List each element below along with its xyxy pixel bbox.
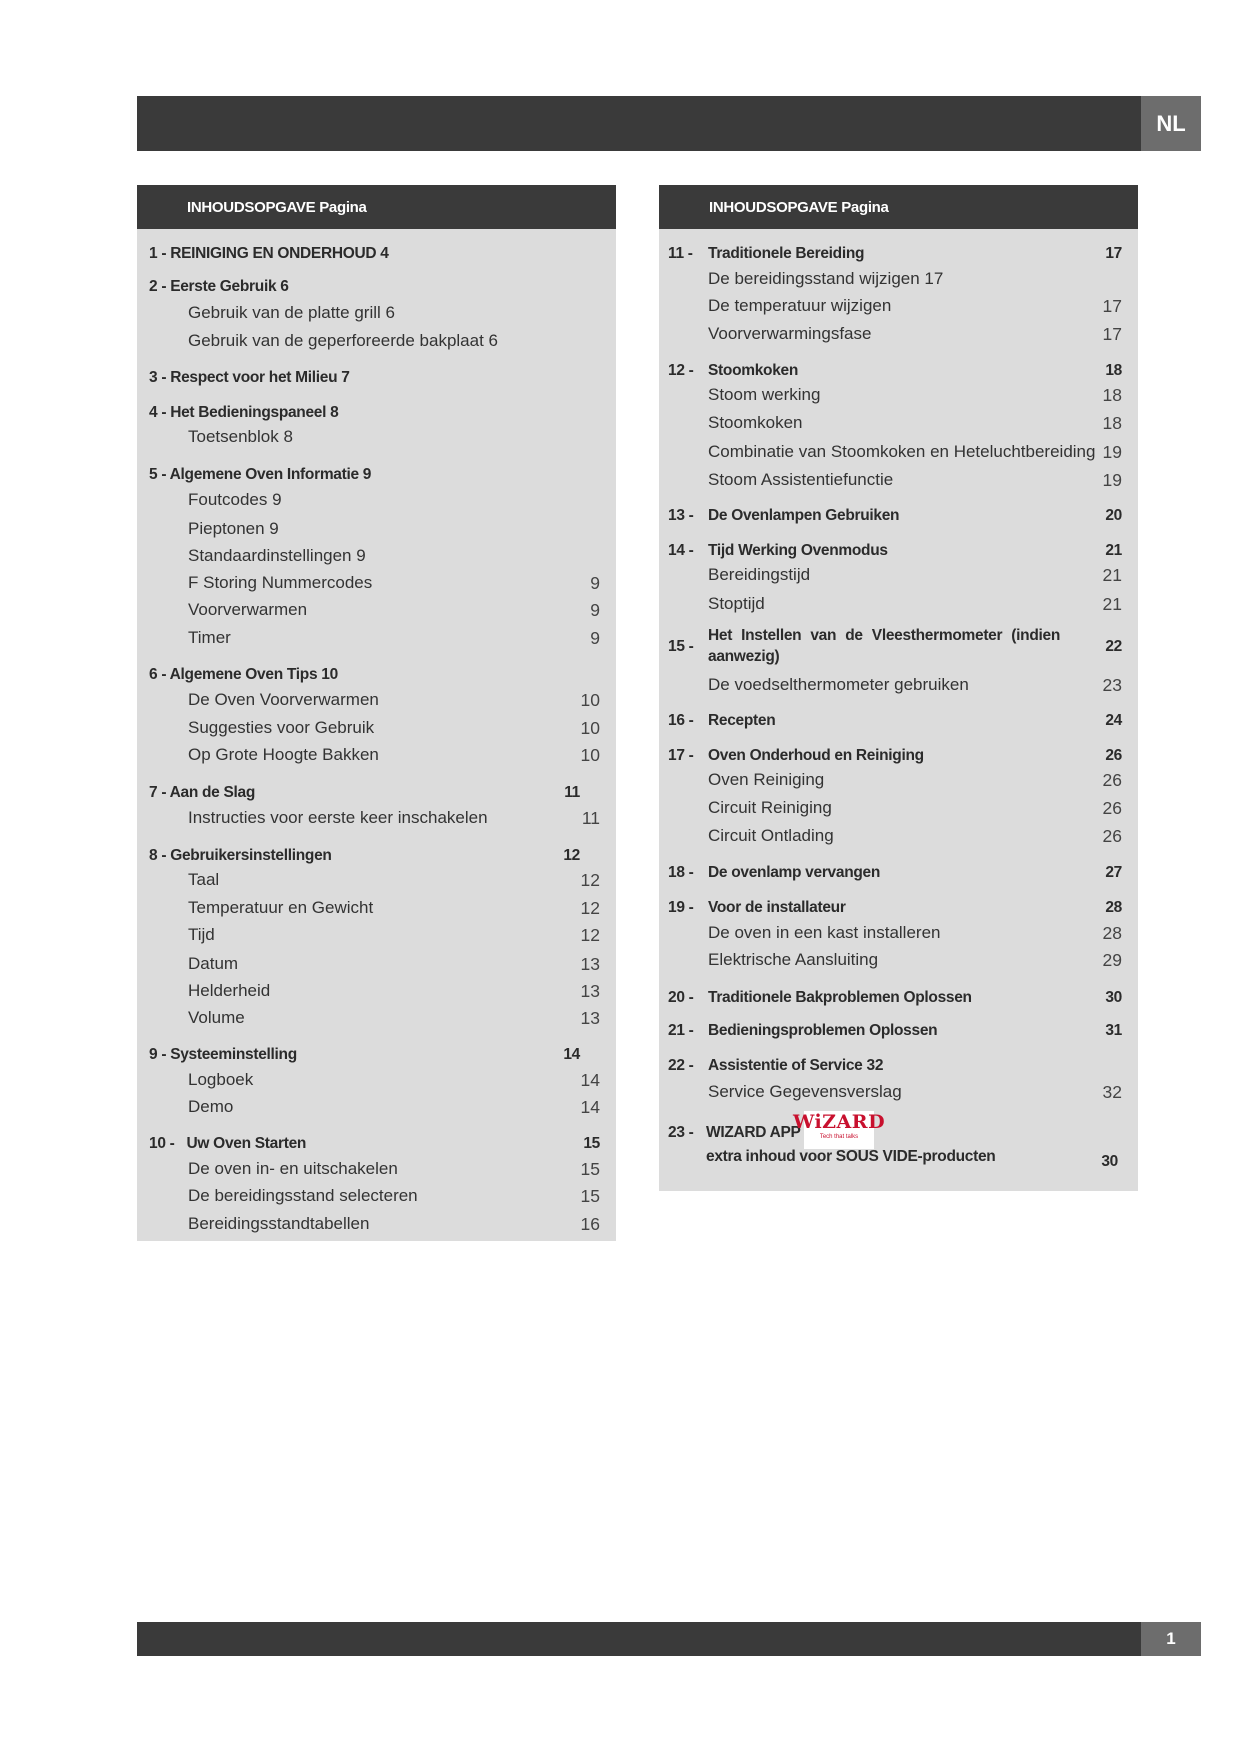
page-ref: 14 xyxy=(580,1097,600,1117)
page-ref: 31 xyxy=(1105,1022,1122,1039)
page-ref: 12 xyxy=(580,898,600,918)
page-ref: 9 xyxy=(590,573,600,593)
footer-bar xyxy=(137,1622,1141,1656)
page-ref: 29 xyxy=(1102,950,1122,970)
page-ref: 28 xyxy=(1102,923,1122,943)
section-number: 16 - xyxy=(668,712,694,729)
section-number: 14 - xyxy=(668,542,694,559)
section-number: 20 - xyxy=(668,989,694,1006)
page-ref: 11 xyxy=(581,808,600,828)
page-ref: 21 xyxy=(1102,565,1122,585)
page-ref: 10 xyxy=(580,718,600,738)
page-ref: 27 xyxy=(1105,864,1122,881)
toc-header-right: INHOUDSOPGAVE Pagina xyxy=(659,185,1138,229)
page-ref: 28 xyxy=(1105,899,1122,916)
toc-panel-right: INHOUDSOPGAVE Pagina 11 - Traditionele Bereiding 17 De bereidingsstand wijzigen 17 De temperatuur wijzigen 17 Voorverwarmingsfase 17 12 - Stoomkoken 18 Stoom werking 18 Stoomkoken 18 Combinatie van Stoomkoken en Heteluchtbereiding 19 Stoom Assistentiefunctie 19 13 - De Ovenlampen Gebruiken 20 14 - Tijd Werking Ovenmodus 21 Bereidingstijd 21 Stoptijd 21 15 - Het Instellen van de Vleesthermometer (indien aanwezig) 22 De voedselthermometer gebruiken 23 16 - Recepten 24 17 - Oven Onderhoud en Reiniging 26 Oven Reiniging 26 Circuit Reiniging 26 Circuit Ontlading 26 18 - De ovenlamp vervangen 27 19 - Voor de installateur 28 De oven in een kast installeren 28 Elektrische Aansluiting 29 20 - Traditionele Bakproblemen Oplossen 30 21 - Bedieningsproblemen Oplossen 31 22 - Assistentie of Service 32 Service Gegevensverslag 32 23 - WIZARD APP WiZARD Tech that talks extra inhoud voor SOUS VIDE-producten 30 xyxy=(659,185,1138,1191)
page-ref: 11 xyxy=(564,784,580,801)
page-ref: 15 xyxy=(583,1135,600,1152)
page-ref: 15 xyxy=(580,1186,600,1206)
page-ref: 32 xyxy=(1102,1082,1122,1102)
page-ref: 10 xyxy=(580,690,600,710)
page-ref: 17 xyxy=(1102,296,1122,316)
page-ref: 17 xyxy=(1102,324,1122,344)
section-number: 21 - xyxy=(668,1022,694,1039)
page-ref: 19 xyxy=(1102,470,1122,490)
page-ref: 23 xyxy=(1102,675,1122,695)
section-number: 23 - xyxy=(668,1124,694,1141)
page-ref: 12 xyxy=(563,847,580,864)
page-ref: 14 xyxy=(580,1070,600,1090)
page-ref: 9 xyxy=(590,628,600,648)
wizard-logo-text: WiZARD xyxy=(792,1111,886,1133)
page-ref: 15 xyxy=(580,1159,600,1179)
section-number: 11 - xyxy=(668,245,693,262)
toc-header-left: INHOUDSOPGAVE Pagina xyxy=(137,185,616,229)
language-badge: NL xyxy=(1141,96,1201,151)
wizard-logo xyxy=(792,1111,886,1149)
page-ref: 16 xyxy=(580,1214,600,1234)
page-ref: 17 xyxy=(1105,245,1122,262)
page-number: 1 xyxy=(1141,1622,1201,1656)
section-number: 19 - xyxy=(668,899,694,916)
wizard-logo-tagline: Tech that talks xyxy=(819,1134,859,1140)
page-ref: 12 xyxy=(580,925,600,945)
page-ref: 19 xyxy=(1102,442,1122,462)
page-ref: 24 xyxy=(1105,712,1122,729)
page-ref: 26 xyxy=(1102,770,1122,790)
page-ref: 30 xyxy=(1101,1153,1118,1170)
section-number: 15 - xyxy=(668,638,694,655)
page-ref: 9 xyxy=(590,600,600,620)
page-ref: 14 xyxy=(563,1046,580,1063)
page-ref: 18 xyxy=(1105,362,1122,379)
page-ref: 20 xyxy=(1105,507,1122,524)
section-number: 18 - xyxy=(668,864,694,881)
page-ref: 30 xyxy=(1105,989,1122,1006)
page-ref: 13 xyxy=(580,1008,600,1028)
section-number: 17 - xyxy=(668,747,694,764)
section-number: 13 - xyxy=(668,507,694,524)
page-ref: 22 xyxy=(1105,638,1122,655)
header-bar xyxy=(137,96,1141,151)
page-ref: 10 xyxy=(580,745,600,765)
page-ref: 13 xyxy=(580,954,600,974)
page-ref: 12 xyxy=(580,870,600,890)
page-ref: 18 xyxy=(1102,385,1122,405)
page-ref: 26 xyxy=(1102,798,1122,818)
page-ref: 26 xyxy=(1102,826,1122,846)
page-ref: 21 xyxy=(1105,542,1122,559)
page-ref: 18 xyxy=(1102,413,1122,433)
section-number: 22 - xyxy=(668,1057,694,1074)
page-ref: 26 xyxy=(1105,747,1122,764)
page-ref: 21 xyxy=(1102,594,1122,614)
toc-panel-left: INHOUDSOPGAVE Pagina 1 - REINIGING EN ONDERHOUD 4 2 - Eerste Gebruik 6 Gebruik van de platte grill 6 Gebruik van de geperforeerde bakplaat 6 3 - Respect voor het Milieu 7 4 - Het Bedieningspaneel 8 Toetsenblok 8 5 - Algemene Oven Informatie 9 Foutcodes 9 Pieptonen 9 Standaardinstellingen 9 F Storing Nummercodes 9 Voorverwarmen 9 Timer 9 6 - Algemene Oven Tips 10 De Oven Voorverwarmen 10 Suggesties voor Gebruik 10 Op Grote Hoogte Bakken 10 7 - Aan de Slag 11 Instructies voor eerste keer inschakelen 11 8 - Gebruikersinstellingen 12 Taal 12 Temperatuur en Gewicht 12 Tijd 12 Datum 13 Helderheid 13 Volume 13 9 - Systeeminstelling 14 Logboek 14 Demo 14 10 - Uw Oven Starten 15 De oven in- en uitschakelen 15 De bereidingsstand selecteren 15 Bereidingsstandtabellen 16 xyxy=(137,185,616,1241)
page-ref: 13 xyxy=(580,981,600,1001)
section-number: 12 - xyxy=(668,362,694,379)
